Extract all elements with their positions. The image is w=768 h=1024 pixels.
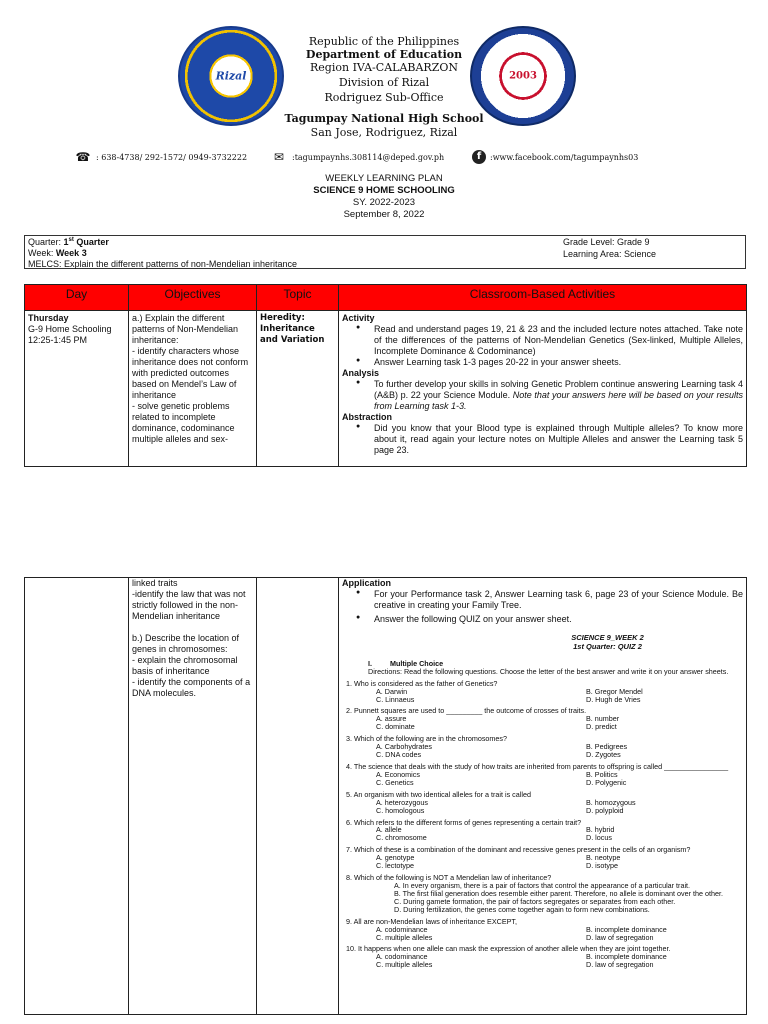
question-text: 2. Punnett squares are used to _________ the outcome of crosses of traits.: [346, 706, 587, 716]
header-day: Day: [25, 285, 129, 311]
learning-plan-table-continued: [24, 577, 747, 1015]
abstraction-title: Abstraction: [342, 411, 393, 422]
option: B. Gregor Mendel: [586, 686, 643, 696]
option: A. In every organism, there is a pair of factors that control the appearance of a particular trait.: [394, 881, 691, 890]
analysis-item: [342, 379, 743, 412]
option: B. homozygous: [586, 797, 636, 807]
quarter-line: [28, 237, 109, 247]
application-title: Application: [342, 578, 391, 588]
week-label: Week:: [28, 248, 56, 258]
question-text: 1. Who is considered as the father of Genetics?: [346, 678, 498, 688]
question-text: 10. It happens when one allele can mask the expression of another allele when they are joint together.: [346, 944, 671, 954]
division-line: Division of Rizal: [338, 76, 430, 89]
activity-list: [342, 324, 743, 368]
email-contact[interactable]: [270, 150, 444, 164]
quiz: [342, 633, 743, 969]
option: C. lectotype: [376, 861, 414, 871]
header-topic: Topic: [257, 285, 339, 311]
option: A. codominance: [376, 924, 428, 934]
question-text: 5. An organism with two identical alleles for a trait is called: [346, 789, 531, 799]
header-objectives: Objectives: [129, 285, 257, 311]
activities-cell: [339, 311, 747, 467]
logo-left-text: Rizal: [215, 69, 247, 83]
email-icon: ✉: [273, 150, 285, 164]
option: B. Politics: [586, 769, 618, 779]
question-6: [346, 819, 743, 843]
question-text: 3. Which of the following are in the chromosomes?: [346, 734, 507, 744]
quiz-subtitle: 1st Quarter: QUIZ 2: [573, 641, 642, 651]
option: D. Zygotes: [586, 750, 621, 760]
option: C. dominate: [376, 722, 415, 732]
facebook-icon: f: [472, 150, 486, 164]
day-cell-empty: [25, 578, 129, 1015]
option: B. incomplete dominance: [586, 924, 667, 934]
department-line: Department of Education: [305, 48, 463, 61]
question-text: 7. Which of these is a combination of the dominant and recessive genes present in the cells of an organism?: [346, 845, 691, 855]
week-value: Week 3: [55, 248, 87, 258]
option: B. number: [586, 714, 620, 724]
option: D. predict: [586, 722, 617, 732]
question-2: [346, 707, 743, 731]
objectives-cell: a.) Explain the different patterns of Non-Mendelian inheritance: - identify characters whose inheritance does not conform with predicted outcomes based on Mendel’s Law of inheritance - solve genetic problems related to incomplete dominance, codominance multiple alleles and sex-: [129, 311, 257, 467]
quiz-section: I. Multiple Choice: [368, 658, 444, 668]
analysis-note: Note that your answers here will be based on your results from Learning task 1-3.: [374, 389, 743, 411]
question-text: 9. All are non-Mendelian laws of inheritance EXCEPT,: [346, 916, 517, 926]
facebook-text[interactable]: :www.facebook.com/tagumpaynhs03: [490, 152, 639, 162]
question-text: 6. Which refers to the different forms of genes representing a certain trait?: [346, 817, 582, 827]
phone-text: : 638-4738/ 292-1572/ 0949-3732222: [96, 152, 248, 162]
option: C. Genetics: [376, 777, 414, 787]
abstraction-item: ● Did you know that your Blood type is explained through Multiple alleles? To know more about it, read again your lecture notes on Multiple Alleles and answer the Learning task 5 page 23.: [342, 423, 743, 456]
analysis-title: Analysis: [342, 367, 380, 378]
option: A. Darwin: [376, 686, 408, 696]
melcs-line: MELCS: Explain the different patterns of non-Mendelian inheritance: [28, 259, 297, 269]
week-line: [28, 248, 87, 258]
logo-right-text: 2003: [509, 70, 537, 82]
republic-line: Republic of the Philippines: [308, 35, 460, 48]
plan-title: WEEKLY LEARNING PLAN: [325, 173, 443, 184]
option: C. DNA codes: [376, 750, 422, 760]
quarter-number: 1: [63, 237, 69, 247]
topic-cell: Heredity: Inheritance and Variation: [257, 311, 339, 467]
option: C. multiple alleles: [376, 932, 433, 942]
email-text[interactable]: :tagumpaynhs.308114@deped.gov.ph: [292, 152, 445, 162]
option: A. genotype: [376, 853, 415, 863]
question-text: 8. Which of the following is NOT a Mendelian law of inheritance?: [346, 873, 552, 883]
header-activities: Classroom-Based Activities: [339, 285, 747, 311]
class-time: 12:25-1:45 PM: [28, 334, 88, 345]
option: B. incomplete dominance: [586, 952, 667, 962]
application-cell: [339, 578, 747, 1015]
abstraction-list: [342, 423, 743, 456]
application-item: ● For your Performance task 2, Answer Learning task 6, page 23 of your Science Module. Be creative in creating your Family Tree.: [342, 589, 743, 611]
option: D. law of segregation: [586, 932, 654, 942]
learning-plan-table: [24, 284, 747, 467]
analysis-text: To further develop your skills in solving Genetic Problem continue answering Learning task 4 (A&B) p. 22 your Science Module.: [374, 378, 743, 400]
quarter-sup: st: [68, 237, 74, 243]
activity-item: ● Answer Learning task 1-3 pages 20-22 in your answer sheets.: [342, 357, 743, 368]
option: C. During gamete formation, the pair of factors segregates or separates from each other.: [394, 896, 676, 906]
question-8: [346, 874, 743, 914]
day-name: Thursday: [28, 313, 69, 323]
question-9: [346, 918, 743, 942]
objectives-cell-continued: linked traits -identify the law that was not strictly followed in the non-Mendelian inheritance b.) Describe the location of genes in chromosomes: - explain the chromosomal basis of inheritance - identify the components of a DNA molecules.: [129, 578, 257, 1015]
option: C. multiple alleles: [376, 960, 433, 970]
option: A. codominance: [376, 952, 428, 962]
question-10: [346, 945, 743, 969]
school-address: San Jose, Rodriguez, Rizal: [310, 126, 458, 139]
class-name: G-9 Home Schooling: [28, 323, 112, 334]
info-box: [24, 235, 746, 269]
school-name: Tagumpay National High School: [284, 112, 484, 125]
learning-area: Learning Area: Science: [563, 249, 657, 259]
analysis-list: [342, 379, 743, 412]
option: D. locus: [586, 833, 612, 843]
facebook-contact[interactable]: [472, 150, 638, 164]
question-7: [346, 846, 743, 870]
telephone-icon: ☎: [75, 150, 91, 164]
plan-school-year: SY. 2022-2023: [352, 197, 416, 208]
question-1: [346, 680, 743, 704]
option: A. allele: [376, 825, 402, 835]
quarter-label: Quarter:: [28, 237, 64, 247]
option: B. neotype: [586, 853, 621, 863]
option: D. polyploid: [586, 805, 624, 815]
activity-title: Activity: [342, 313, 375, 323]
plan-subject: SCIENCE 9 HOME SCHOOLING: [313, 185, 455, 196]
quarter-rest: Quarter: [73, 237, 109, 247]
option: D. Polygenic: [586, 777, 627, 787]
question-3: [346, 735, 743, 759]
quiz-title: SCIENCE 9_WEEK 2: [571, 632, 644, 642]
option: D. During fertilization, the genes come together again to form new combinations.: [394, 904, 650, 914]
option: A. heterozygous: [376, 797, 428, 807]
topic-cell-empty: [257, 578, 339, 1015]
option: D. isotype: [586, 861, 618, 871]
day-cell: [25, 311, 129, 467]
option: B. hybrid: [586, 825, 615, 835]
question-4: [346, 763, 743, 787]
question-text: 4. The science that deals with the study of how traits are inherited from parents to offspring is called ________________: [346, 762, 729, 772]
option: A. Economics: [376, 769, 420, 779]
option: A. assure: [376, 714, 407, 724]
plan-date: September 8, 2022: [343, 209, 425, 220]
option: D. Hugh de Vries: [586, 694, 641, 704]
phone-contact: [74, 150, 247, 164]
option: C. chromosome: [376, 833, 427, 843]
option: C. homologous: [376, 805, 425, 815]
application-item: ● Answer the following QUIZ on your answer sheet.: [342, 614, 743, 625]
suboffice-line: Rodriguez Sub-Office: [324, 91, 444, 104]
grade-level: Grade Level: Grade 9: [563, 237, 650, 247]
option: A. Carbohydrates: [376, 742, 432, 752]
option: C. Linnaeus: [376, 694, 415, 704]
question-5: [346, 791, 743, 815]
quiz-directions: Directions: Read the following questions. Choose the letter of the best answer and write it on your answer sheets.: [368, 666, 729, 676]
option: D. law of segregation: [586, 960, 654, 970]
region-line: Region IVA-CALABARZON: [310, 61, 458, 74]
activity-item: ● Read and understand pages 19, 21 & 23 and the included lecture notes attached. Take note of the differences of the patterns of Non-Mendelian Genetics (Sex-linked, Multiple Alleles, Incomplete Dominance & Codominance): [342, 324, 743, 357]
application-list: [342, 589, 743, 625]
option: B. The first filial generation does resemble either parent. Therefore, no allele is dominant over the other.: [394, 888, 723, 898]
option: B. Pedigrees: [586, 742, 628, 752]
